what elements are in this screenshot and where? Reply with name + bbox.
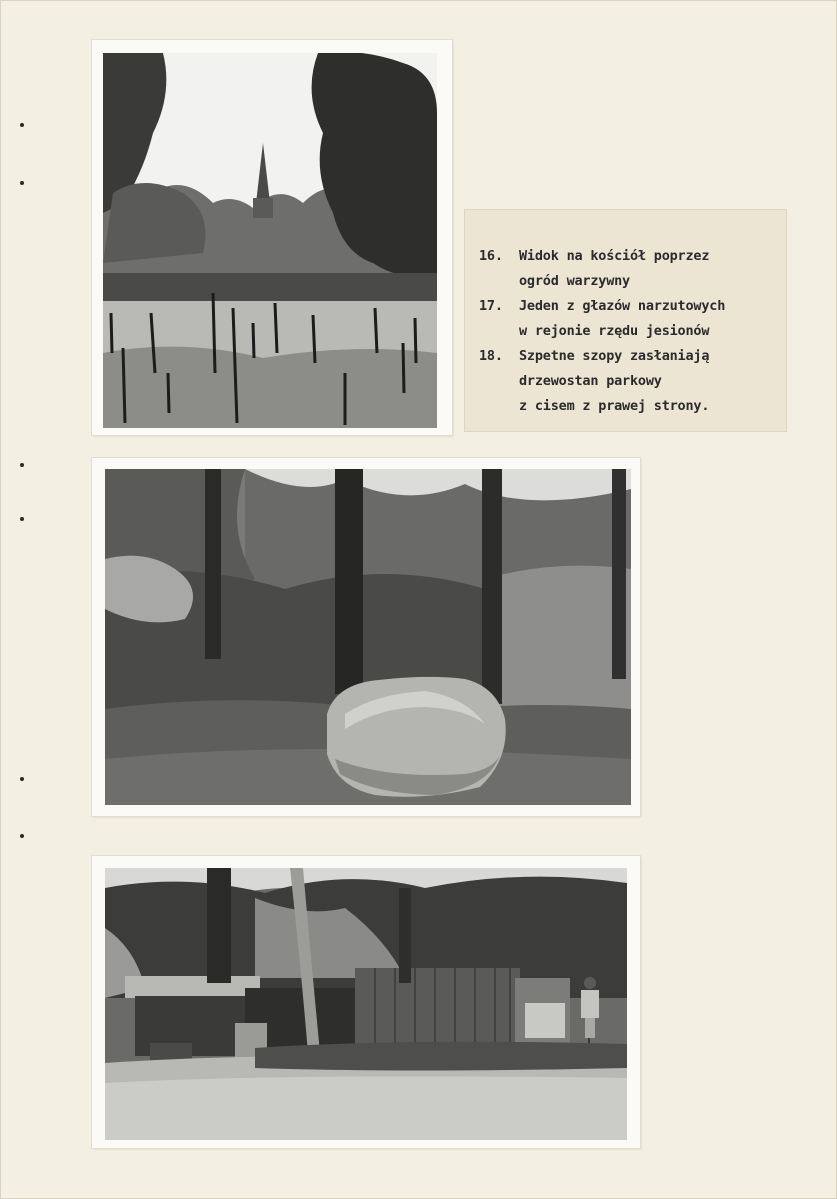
caption-16-line-1 [479, 244, 780, 269]
caption-list [479, 244, 780, 419]
binder-hole [20, 777, 24, 781]
caption-18-text-1: Szpetne szopy zasłaniają [519, 348, 710, 364]
binder-hole [20, 463, 24, 467]
photo-boulder-image [105, 469, 631, 805]
caption-17-number: 17. [479, 298, 503, 314]
binder-hole [20, 517, 24, 521]
caption-18-line-1 [479, 344, 780, 369]
binder-hole [20, 181, 24, 185]
photo-erratic-boulder [92, 458, 640, 816]
caption-17-line-1 [479, 294, 780, 319]
caption-18-text-2: drzewostan parkowy [519, 373, 662, 389]
photo-sheds [92, 856, 640, 1148]
binder-hole [20, 123, 24, 127]
caption-18-number: 18. [479, 348, 503, 364]
caption-17-text-1: Jeden z głazów narzutowych [519, 298, 726, 314]
caption-17-text-2: w rejonie rzędu jesionów [519, 323, 710, 339]
binder-hole [20, 834, 24, 838]
caption-16-text-1: Widok na kościół poprzez [519, 248, 710, 264]
caption-18-line-3 [479, 394, 780, 419]
caption-18-line-2 [479, 369, 780, 394]
caption-16-line-2 [479, 269, 780, 294]
caption-16-number: 16. [479, 248, 503, 264]
photo-church-view [92, 40, 452, 435]
caption-18-text-3: z cisem z prawej strony. [519, 398, 710, 414]
caption-card [465, 210, 786, 431]
photo-church-image [103, 53, 437, 428]
caption-17-line-2 [479, 319, 780, 344]
photo-sheds-image [105, 868, 627, 1140]
caption-16-text-2: ogród warzywny [519, 273, 630, 289]
